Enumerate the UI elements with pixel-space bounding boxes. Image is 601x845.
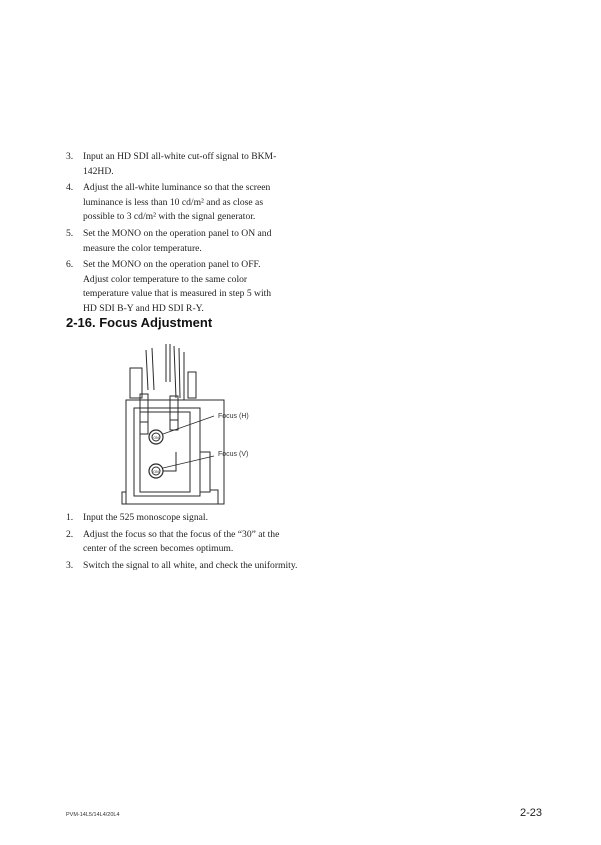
steps-list-top xyxy=(66,150,284,319)
footer-model: PVM-14L5/14L4/20L4 xyxy=(66,812,120,818)
step-item xyxy=(66,559,298,574)
step-item xyxy=(66,227,284,256)
step-text: Input the 525 monoscope signal. xyxy=(83,512,208,523)
svg-text:ON: ON xyxy=(153,470,159,474)
focus-adjustment-figure xyxy=(118,342,268,510)
step-item xyxy=(66,150,284,179)
step-text: Set the MONO on the operation panel to OFF. Adjust color temperature to the same color temperature value that is measured in step 5 with HD SDI B-Y and HD SDI R-Y. xyxy=(83,259,272,314)
step-item xyxy=(66,258,284,316)
svg-text:ON: ON xyxy=(153,436,159,440)
step-text: Input an HD SDI all-white cut-off signal to BKM-142HD. xyxy=(83,151,277,177)
step-text: Adjust the all-white luminance so that the screen luminance is less than 10 cd/m² and as close as possible to 3 cd/m² with the signal generator. xyxy=(83,182,271,223)
step-number: 3. xyxy=(66,559,74,571)
focus-v-label: Focus (V) xyxy=(218,451,249,458)
step-text: Switch the signal to all white, and check the uniformity. xyxy=(83,559,298,571)
focus-h-label: Focus (H) xyxy=(218,413,249,420)
steps-list-bottom xyxy=(66,511,298,575)
step-item xyxy=(66,181,284,225)
page-number: 2-23 xyxy=(520,807,543,819)
step-number: 2. xyxy=(66,528,74,540)
focus-control-board-illustration xyxy=(118,342,268,510)
step-text: Adjust the focus so that the focus of the “30” at the center of the screen becomes optimum. xyxy=(83,528,280,555)
step-text: Set the MONO on the operation panel to ON and measure the color temperature. xyxy=(83,227,272,254)
step-item xyxy=(66,511,298,526)
step-number: 6. xyxy=(66,259,74,271)
section-title: 2-16. Focus Adjustment xyxy=(66,315,213,330)
step-item xyxy=(66,528,298,557)
step-number: 3. xyxy=(66,151,74,162)
step-number: 1. xyxy=(66,512,74,523)
step-number: 5. xyxy=(66,227,74,239)
step-number: 4. xyxy=(66,182,74,194)
